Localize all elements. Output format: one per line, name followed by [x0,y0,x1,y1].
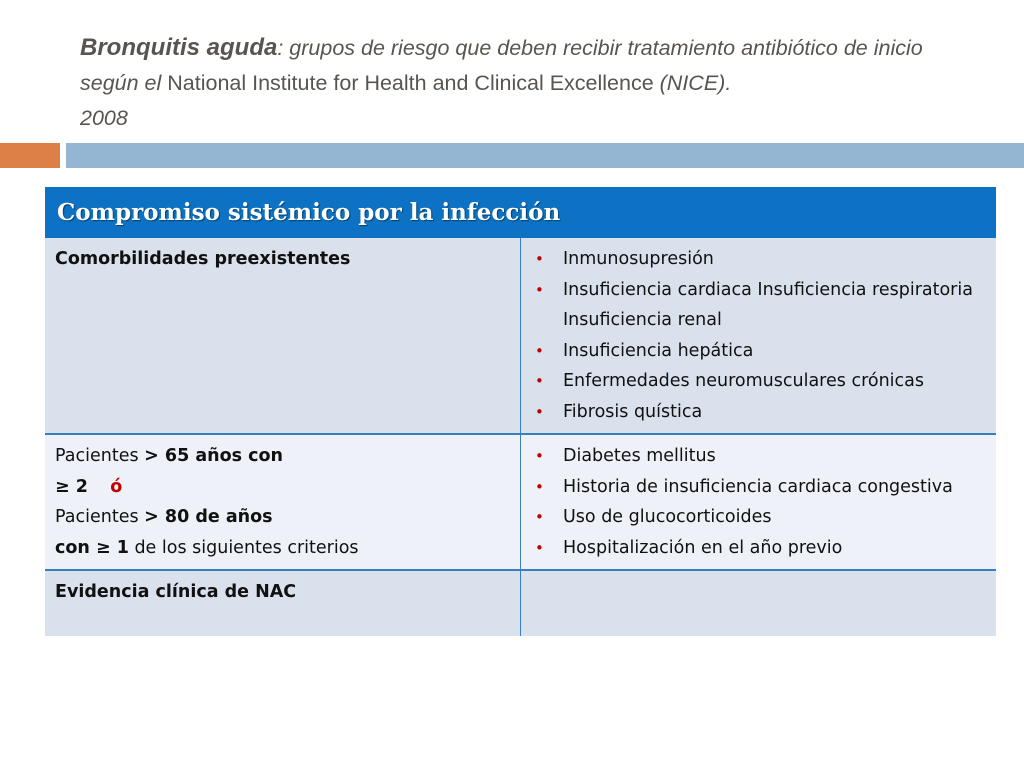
list-item-text: Inmunosupresión [563,249,714,269]
bullet-icon: • [535,477,544,496]
row2-text-bold: > 65 años con [144,446,283,466]
title-institute: National Institute for Health and Clinical Excellence [167,71,654,95]
list-item [531,472,986,503]
table-row [45,434,996,570]
list-item-text: Fibrosis quística [563,401,703,422]
row2-text-bold: > 80 de años [144,507,273,527]
row2-list [531,441,986,563]
title-italic-2: (NICE). [653,71,732,95]
row2-text-bold: con ≥ 1 [55,537,129,558]
title-bold: Bronquitis aguda [80,34,278,61]
list-item [531,275,986,336]
list-item-text: Insuficiencia hepática [563,340,754,361]
table-row [45,238,996,434]
accent-bar-blue [66,143,1024,168]
list-item [531,336,986,367]
row2-text-bold: ≥ 2 [55,476,88,497]
bullet-icon: • [535,250,544,268]
list-item-text: Enfermedades neuromusculares crónicas [563,371,924,391]
row2-or-text: ó [110,476,123,497]
slide-title [80,30,980,136]
list-item [531,502,986,533]
list-item-text: Hospitalización en el año previo [563,537,843,558]
list-item-text: Historia de insuficiencia cardiaca congestiva [563,476,953,497]
row2-list-cell [521,434,997,570]
list-item-text: Diabetes mellitus [563,446,716,466]
title-italic-1: : grupos de riesgo que deben recibir tratamiento antibiótico de inicio según el [80,36,923,95]
row2-text: de los siguientes criterios [128,537,359,558]
row2-label [45,434,521,570]
bullet-icon: • [535,447,544,465]
list-item [531,244,986,275]
bullet-icon: • [535,538,544,557]
accent-bar-orange [0,143,60,168]
row2-text: Pacientes [55,507,145,527]
list-item [531,533,986,564]
row1-list [531,244,986,427]
bullet-icon: • [535,402,544,421]
bullet-icon: • [535,508,544,526]
bullet-icon: • [535,341,544,360]
list-item-text: Insuficiencia cardiaca Insuficiencia respiratoria Insuficiencia renal [563,279,973,330]
table-row [45,570,996,636]
row2-text: Pacientes [55,446,145,466]
bullet-icon: • [535,280,544,299]
bullet-icon: • [535,372,544,390]
criteria-table [45,187,996,636]
row3-empty-cell [521,570,997,636]
row1-list-cell [521,238,997,434]
row3-label: Evidencia clínica de NAC [45,570,521,636]
list-item [531,366,986,397]
list-item [531,397,986,428]
title-year: 2008 [80,106,128,130]
list-item [531,441,986,472]
table-header: Compromiso sistémico por la infección [45,187,996,238]
list-item-text: Uso de glucocorticoides [563,507,772,527]
row1-label: Comorbilidades preexistentes [45,238,521,434]
